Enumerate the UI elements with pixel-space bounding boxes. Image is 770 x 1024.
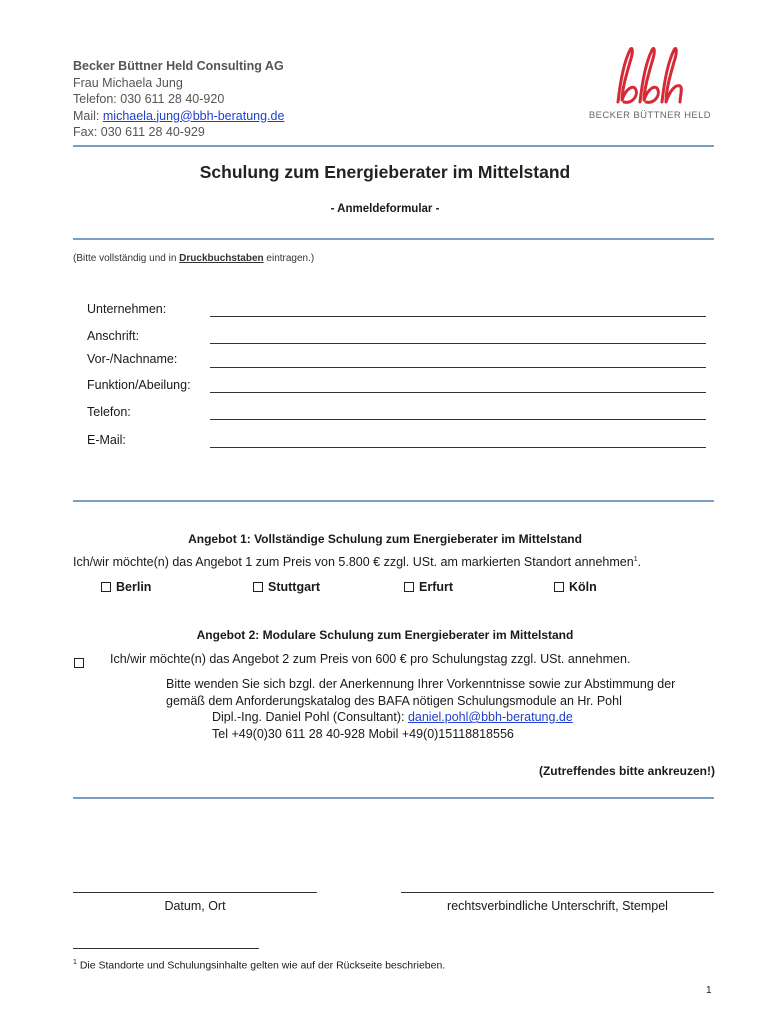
- logo-text: BECKER BÜTTNER HELD: [588, 110, 712, 121]
- checkbox-berlin[interactable]: [101, 582, 111, 592]
- mail-link[interactable]: michaela.jung@bbh-beratung.de: [102, 108, 285, 123]
- contact-block: [73, 58, 284, 141]
- company-name: Becker Büttner Held Consulting AG: [73, 59, 284, 73]
- footnote-divider: [73, 948, 259, 949]
- signature-label: rechtsverbindliche Unterschrift, Stempel: [447, 899, 668, 913]
- bbh-logo: [585, 44, 715, 121]
- location-label-koeln: Köln: [569, 580, 597, 594]
- footnote: [73, 959, 445, 972]
- mail-label: Mail:: [73, 108, 103, 123]
- location-label-stuttgart: Stuttgart: [268, 580, 321, 594]
- offer1-text-body: Ich/wir möchte(n) das Angebot 1 zum Preis von 5.800 € zzgl. USt. am markierten Standort annehmen: [73, 555, 634, 569]
- field-label-name: Vor-/Nachname:: [87, 352, 178, 366]
- checkbox-erfurt[interactable]: [404, 582, 414, 592]
- footnote-text: Die Standorte und Schulungsinhalte gelten wie auf der Rückseite beschrieben.: [76, 959, 446, 972]
- contact-name: Frau Michaela Jung: [73, 75, 183, 90]
- footnote-ref: 1: [73, 959, 77, 966]
- offer2-text: Ich/wir möchte(n) das Angebot 2 zum Preis von 600 € pro Schulungstag zzgl. USt. annehmen.: [110, 652, 631, 666]
- offer1-title: Angebot 1: Vollständige Schulung zum Energieberater im Mittelstand: [188, 532, 582, 546]
- checkbox-stuttgart[interactable]: [253, 582, 263, 592]
- field-line-function[interactable]: [210, 392, 706, 393]
- fill-hint: [73, 253, 314, 264]
- note-line-4: Tel +49(0)30 611 28 40-928 Mobil +49(0)15118818556: [212, 726, 514, 741]
- field-label-company: Unternehmen:: [87, 302, 167, 316]
- signature-line[interactable]: [401, 892, 714, 893]
- form-title: Schulung zum Energieberater im Mittelstand: [199, 162, 571, 182]
- field-label-address: Anschrift:: [87, 329, 140, 343]
- offers-divider: [73, 797, 714, 799]
- date-label: Datum, Ort: [164, 899, 226, 913]
- field-label-phone: Telefon:: [87, 405, 131, 419]
- offer1-text: [73, 555, 641, 569]
- field-line-address[interactable]: [210, 343, 706, 344]
- location-koeln[interactable]: [554, 580, 597, 594]
- offer2-title: Angebot 2: Modulare Schulung zum Energieberater im Mittelstand: [196, 628, 574, 642]
- bbh-logo-mark-icon: [610, 44, 690, 108]
- offer1-footnote-ref: 1: [633, 555, 638, 563]
- offer2-checkbox-wrap[interactable]: [74, 654, 89, 672]
- location-label-berlin: Berlin: [116, 580, 152, 594]
- checkbox-offer2[interactable]: [74, 658, 84, 668]
- hint-emphasis: Druckbuchstaben: [179, 253, 264, 264]
- location-label-erfurt: Erfurt: [419, 580, 454, 594]
- field-line-name[interactable]: [210, 367, 706, 368]
- field-label-function: Funktion/Abeilung:: [87, 378, 191, 392]
- location-berlin[interactable]: [101, 580, 151, 594]
- hint-prefix: (Bitte vollständig und in: [73, 253, 180, 264]
- contact-fax: Fax: 030 611 28 40-929: [73, 125, 205, 139]
- field-line-company[interactable]: [210, 316, 706, 317]
- header-divider: [73, 145, 714, 147]
- note-line-3: [166, 709, 675, 726]
- checkbox-koeln[interactable]: [554, 582, 564, 592]
- offer1-text-end: .: [637, 555, 642, 569]
- location-stuttgart[interactable]: [253, 580, 320, 594]
- note-line-2: gemäß dem Anforderungskatalog des BAFA nötigen Schulungsmodule an Hr. Pohl: [166, 693, 622, 708]
- note-line-1: Bitte wenden Sie sich bzgl. der Anerkennung Ihrer Vorkenntnisse sowie zur Abstimmung der: [166, 677, 676, 691]
- title-divider: [73, 238, 714, 240]
- location-erfurt[interactable]: [404, 580, 453, 594]
- field-label-email: E-Mail:: [87, 433, 126, 447]
- offer2-note: [166, 676, 675, 742]
- page-number: 1: [706, 985, 712, 996]
- hint-suffix: eintragen.): [263, 253, 315, 264]
- date-line[interactable]: [73, 892, 317, 893]
- contact-phone: Telefon: 030 611 28 40-920: [73, 92, 225, 106]
- field-line-email[interactable]: [210, 447, 706, 448]
- form-subtitle: - Anmeldeformular -: [330, 203, 440, 215]
- mark-note: (Zutreffendes bitte ankreuzen!): [538, 764, 715, 778]
- contact-mail: [73, 108, 284, 125]
- consultant-mail-link[interactable]: daniel.pohl@bbh-beratung.de: [407, 710, 573, 724]
- note-consultant: Dipl.-Ing. Daniel Pohl (Consultant):: [212, 710, 408, 724]
- field-line-phone[interactable]: [210, 419, 706, 420]
- fields-divider: [73, 500, 714, 502]
